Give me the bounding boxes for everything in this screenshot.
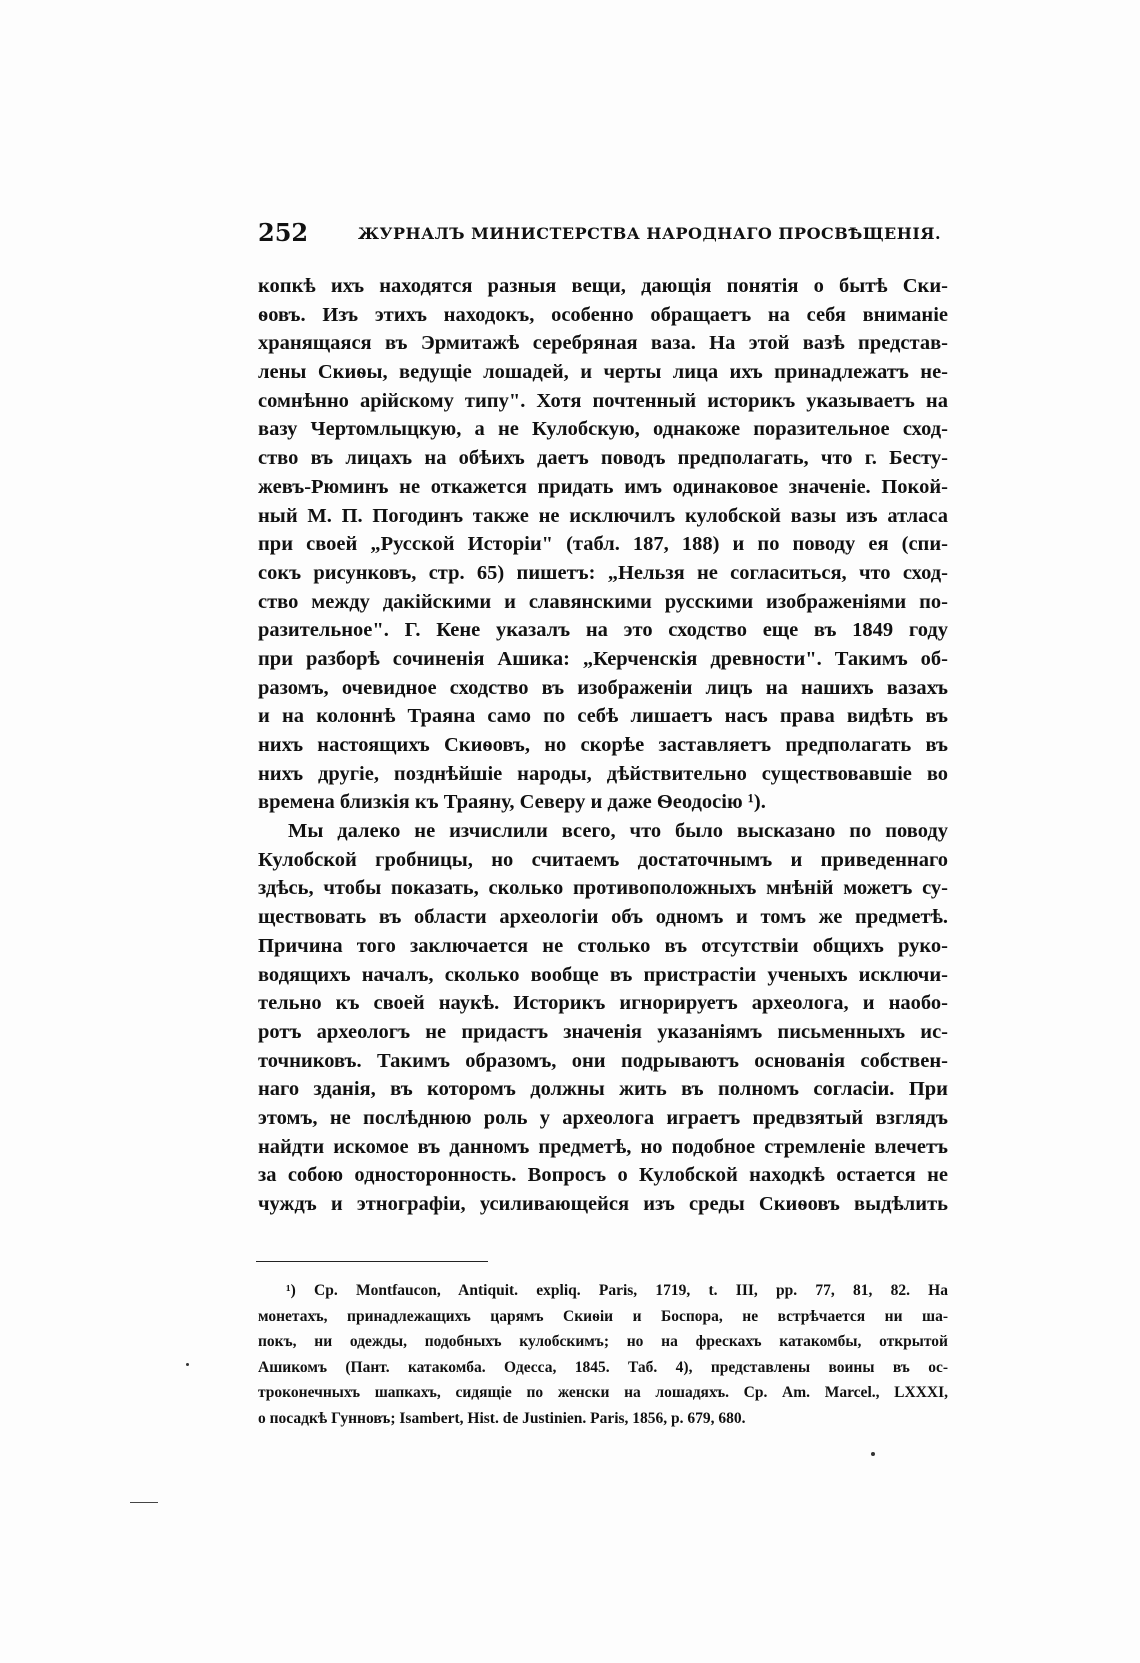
footnote [258,1278,948,1431]
text-line: разительное". Г. Кене указалъ на это сходство еще въ 1849 году [258,619,948,642]
text-line: при своей „Русской Исторіи" (табл. 187, 188) и по поводу ея (спи- [258,533,948,556]
text-line: здѣсь, чтобы показать, сколько противоположныхъ мнѣній можетъ су- [258,877,948,900]
footnote-line: покъ, ни одежды, подобныхъ кулобскимъ; но на фрескахъ катакомбы, открытой [258,1333,948,1350]
text-line: Причина того заключается не столько въ отсутствіи общихъ руко- [258,934,948,957]
main-text [258,272,948,1219]
text-line: точниковъ. Такимъ образомъ, они подрываютъ основанія собствен- [258,1049,948,1072]
text-line: при разборѣ сочиненія Ашика: „Керченскія древности". Такимъ об- [258,647,948,670]
text-line: Мы далеко не изчислили всего, что было высказано по поводу [288,820,948,843]
text-line: вазу Чертомлыцкую, а не Кулобскую, однакоже поразительное сход- [258,418,948,441]
text-line: жевъ-Рюминъ не откажется придать имъ одинаковое значеніе. Покой- [258,475,948,498]
paragraph-1 [258,272,948,817]
ink-speck [186,1363,189,1366]
text-line: ство въ лицахъ на обѣихъ даетъ поводъ предполагать, что г. Бесту- [258,447,948,470]
text-line: ѳовъ. Изъ этихъ находокъ, особенно обращаетъ на себя вниманіе [258,303,948,326]
text-line: ство между дакійскими и славянскими русскими изображеніями по- [258,590,948,613]
text-line: времена близкія къ Траяну, Северу и даже Ѳеодосію ¹). [258,791,766,814]
text-line: этомъ, не послѣднюю роль у археолога играетъ предвзятый взглядъ [258,1106,948,1129]
ink-speck [871,1452,875,1456]
text-line: разомъ, очевидное сходство въ изображеніи лицъ на нашихъ вазахъ [258,676,948,699]
text-line: за собою односторонность. Вопросъ о Кулобской находкѣ остается не [258,1164,948,1187]
page-header [258,218,942,248]
text-line: чуждъ и этнографіи, усиливающейся изъ среды Скиѳовъ выдѣлить [258,1193,948,1215]
text-line: наго зданія, въ которомъ должны жить въ полномъ согласіи. При [258,1078,948,1101]
text-line: хранящаяся въ Эрмитажѣ серебряная ваза. На этой вазѣ представ- [258,332,948,355]
footnote-line: Ашикомъ (Пант. катакомба. Одесса, 1845. Таб. 4), представлены воины въ ос- [258,1358,948,1376]
text-line: сомнѣнно арійскому типу". Хотя почтенный историкъ указываетъ на [258,389,948,412]
footnote-line: троконечныхъ шапкахъ, сидящіе по женски на лошадяхъ. Ср. Am. Marcel., LXXXI, [258,1384,948,1401]
paragraph-2 [258,817,948,1219]
footnote-line: ¹) Ср. Montfaucon, Antiquit. expliq. Paris, 1719, t. III, pp. 77, 81, 82. На [286,1282,948,1299]
page-number: 252 [258,218,309,247]
text-line: Кулобской гробницы, но считаемъ достаточнымъ и приведеннаго [258,848,948,871]
text-line: найдти искомое въ данномъ предметѣ, но подобное стремленіе влечетъ [258,1135,948,1158]
text-line: нихъ настоящихъ Скиѳовъ, но скорѣе заставляетъ предполагать въ [258,734,948,756]
text-line: копкѣ ихъ находятся разныя вещи, дающія понятія о бытѣ Ски- [258,275,948,297]
text-line: ротъ археологъ не придастъ значенія указаніямъ письменныхъ ис- [258,1020,948,1043]
footnote-separator [256,1261,488,1262]
text-line: ный М. П. Погодинъ также не исключилъ кулобской вазы изъ атласа [258,504,948,527]
running-title: ЖУРНАЛЪ МИНИСТЕРСТВА НАРОДНАГО ПРОСВѢЩЕНІЯ. [358,224,942,243]
text-line: и на колоннѣ Траяна само по себѣ лишаетъ насъ права видѣть въ [258,705,948,728]
text-line: сокъ рисунковъ, стр. 65) пишетъ: „Нельзя не согласиться, что сход- [258,561,948,584]
footnote-line: монетахъ, принадлежащихъ царямъ Скиѳіи и Боспора, не встрѣчается ни ша- [258,1307,948,1325]
footnote-line: о посадкѣ Гунновъ; Isambert, Hist. de Justinien. Paris, 1856, p. 679, 680. [258,1409,746,1427]
text-line: ществовать въ области археологіи объ одномъ и томъ же предметѣ. [258,906,948,929]
text-line: нихъ другіе, позднѣйшіе народы, дѣйствительно существовавшіе во [258,762,948,785]
text-line: лены Скиѳы, ведущіе лошадей, и черты лица ихъ принадлежатъ не- [258,361,948,384]
margin-mark [130,1502,158,1503]
text-line: водящихъ началъ, сколько вообще въ пристрастіи ученыхъ исключи- [258,963,948,986]
text-line: тельно къ своей наукѣ. Историкъ игнорируетъ археолога, и наобо- [258,992,948,1015]
